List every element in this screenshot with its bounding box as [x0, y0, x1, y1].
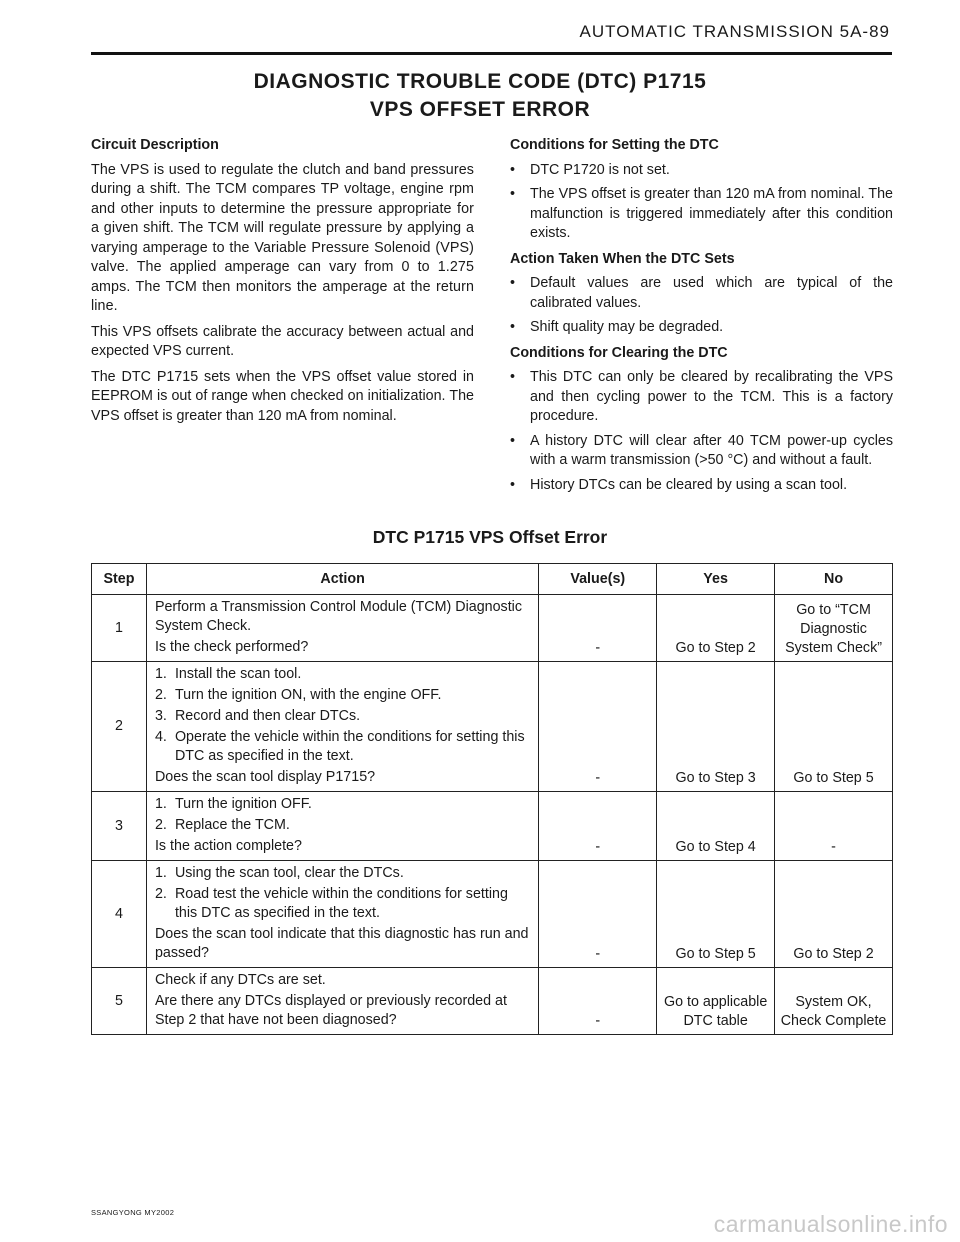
header-step: Step — [92, 564, 147, 595]
yes-cell: Go to applicable DTC table — [657, 968, 775, 1035]
setting-conditions-list — [510, 161, 893, 244]
setting-conditions-heading: Conditions for Setting the DTC — [510, 137, 719, 153]
circuit-paragraph: The VPS is used to regulate the clutch and band pressures during a shift. The TCM compares TP voltage, engine rpm and other inputs to determine the pressure appropriate for a given shift. The TCM will regulate pressure by applying a varying amperage to the Variable Pressure Solenoid (VPS) valve. The applied amperage can vary from 0 to 1.275 amps. The TCM then monitors the amperage at the return line. — [91, 161, 474, 314]
table-row — [92, 968, 893, 1035]
list-item: • Shift quality may be degraded. — [510, 318, 893, 338]
yes-cell: Go to Step 4 — [657, 792, 775, 861]
table-title: DTC P1715 VPS Offset Error — [372, 527, 608, 547]
no-cell: Go to Step 2 — [775, 861, 893, 968]
action-cell: Check if any DTCs are set. Are there any DTCs displayed or previously recorded at Step 2 that have not been diagnosed? — [146, 968, 538, 1035]
bullet-icon: • — [510, 275, 516, 291]
yes-cell: Go to Step 2 — [657, 595, 775, 662]
no-cell: Go to Step 5 — [775, 662, 893, 792]
bullet-icon: • — [510, 369, 516, 385]
circuit-description-heading: Circuit Description — [91, 137, 219, 153]
list-item: • Default values are used which are typical of the calibrated values. — [510, 275, 893, 311]
step-number: 5 — [92, 968, 147, 1035]
clearing-conditions-heading: Conditions for Clearing the DTC — [510, 344, 728, 361]
circuit-paragraph: This VPS offsets calibrate the accuracy between actual and expected VPS current. — [91, 323, 474, 359]
table-row — [92, 792, 893, 861]
no-cell: System OK, Check Complete — [775, 968, 893, 1035]
no-cell: Go to “TCM Diagnostic System Check” — [775, 595, 893, 662]
list-item: • History DTCs can be cleared by using a scan tool. — [510, 476, 893, 496]
list-item: • DTC P1720 is not set. — [510, 161, 893, 181]
step-number: 3 — [92, 792, 147, 861]
left-column — [91, 136, 474, 432]
bullet-icon: • — [510, 432, 516, 449]
action-taken-heading: Action Taken When the DTC Sets — [510, 250, 735, 267]
action-cell: 1. Turn the ignition OFF. 2. Replace the TCM. Is the action complete? — [146, 792, 538, 861]
header-values: Value(s) — [539, 564, 657, 595]
bullet-icon: • — [510, 319, 516, 335]
step-number: 1 — [92, 595, 147, 662]
title-line-2: VPS OFFSET ERROR — [369, 98, 591, 121]
action-cell: Perform a Transmission Control Module (TCM) Diagnostic System Check. Is the check performed? — [146, 595, 538, 662]
page-footer: SSANGYONG MY2002 — [91, 1208, 175, 1217]
header-no: No — [775, 564, 893, 595]
table-row — [92, 595, 893, 662]
circuit-paragraph: The DTC P1715 sets when the VPS offset value stored in EEPROM is out of range when checked on initialization. The VPS offset is greater than 120 mA from nominal. — [91, 368, 474, 424]
bullet-icon: • — [510, 161, 516, 178]
table-header-row — [92, 564, 893, 595]
list-item: • The VPS offset is greater than 120 mA from nominal. The malfunction is triggered immediately after this condition exists. — [510, 186, 893, 241]
action-taken-list — [510, 274, 893, 338]
watermark: carmanualsonline.info — [713, 1211, 948, 1237]
action-cell: 1. Install the scan tool. 2. Turn the ignition ON, with the engine OFF. 3. Record and then clear DTCs. 4. Operate the vehicle within the conditions for setting this DTC as specified in the text. Does the scan tool display P1715? — [146, 662, 538, 792]
list-item: • A history DTC will clear after 40 TCM power-up cycles with a warm transmission (>50 °C) and without a fault. — [510, 432, 893, 468]
action-cell: 1. Using the scan tool, clear the DTCs. 2. Road test the vehicle within the conditions for setting this DTC as specified in the text. Does the scan tool indicate that this diagnostic has run and passed? — [146, 861, 538, 968]
bullet-icon: • — [510, 476, 516, 493]
list-item: • This DTC can only be cleared by recalibrating the VPS and then cycling power to the TCM. This is a factory procedure. — [510, 369, 893, 424]
clearing-conditions-list — [510, 368, 893, 495]
bullet-icon: • — [510, 186, 516, 202]
header-yes: Yes — [657, 564, 775, 595]
table-row — [92, 662, 893, 792]
table-row — [92, 861, 893, 968]
header-rule — [91, 52, 892, 55]
value-cell: - — [539, 792, 657, 861]
page-header-title: AUTOMATIC TRANSMISSION 5A-89 — [579, 22, 890, 41]
step-number: 2 — [92, 662, 147, 792]
diagnostic-table — [91, 563, 893, 1035]
value-cell: - — [539, 595, 657, 662]
no-cell: - — [775, 792, 893, 861]
title-line-1: DIAGNOSTIC TROUBLE CODE (DTC) P1715 — [253, 70, 707, 93]
step-number: 4 — [92, 861, 147, 968]
document-title — [0, 68, 960, 124]
value-cell: - — [539, 662, 657, 792]
yes-cell: Go to Step 5 — [657, 861, 775, 968]
header-action: Action — [146, 564, 538, 595]
right-column — [510, 136, 893, 501]
yes-cell: Go to Step 3 — [657, 662, 775, 792]
value-cell: - — [539, 861, 657, 968]
value-cell: - — [539, 968, 657, 1035]
